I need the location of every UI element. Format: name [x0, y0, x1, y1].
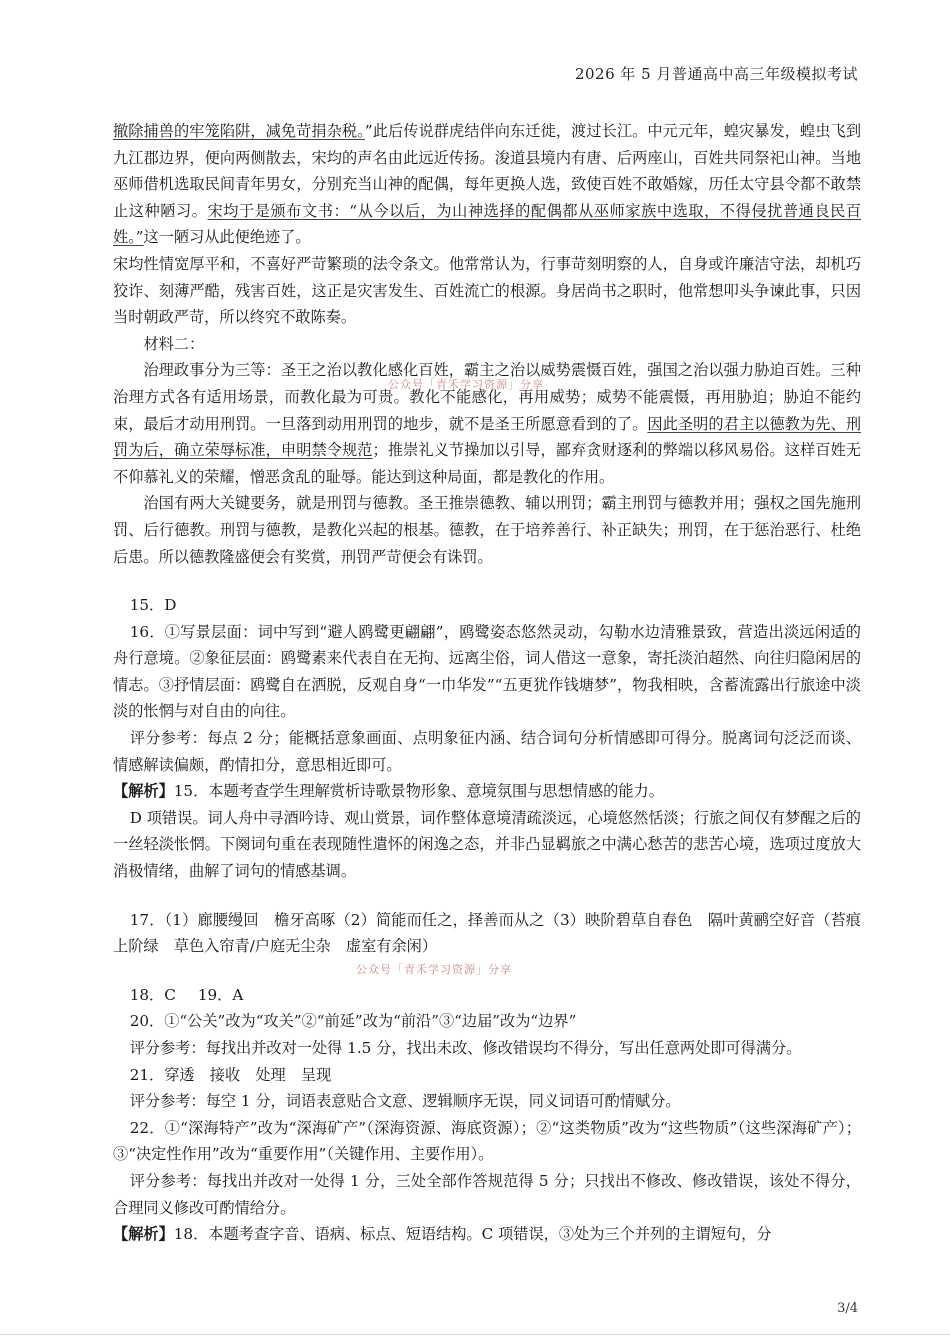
watermark-2: 公众号「青禾学习资源」分享 — [356, 963, 512, 976]
answer-20: 20．①“公关”改为“攻关”②“前延”改为“前沿”③“边届”改为“边界” — [129, 1012, 577, 1031]
answer-18-analysis: 【解析】18．本题考查字音、语病、标点、短语结构。C 项错误，③处为三个并列的主谓短句，分 — [113, 1225, 772, 1244]
answer-18: 18．C — [129, 985, 176, 1004]
answer-16-scoring: 评分参考：每点 2 分；能概括意象画面、点明象征内涵、结合词句分析情感即可得分。脱离词句泛泛而谈、情感解读偏颇，酌情扣分，意思相近即可。 — [113, 729, 861, 774]
material1-paragraph-2: 宋均性情宽厚平和，不喜好严苛繁琐的法令条文。他常常认为，行事苛刻明察的人，自身或许廉洁守法，却机巧狡诈、刻薄严酷，残害百姓，这正是灾害发生、百姓流亡的根源。身居尚书之职时，他常想叩头争谏此事，只因当时朝政严苛，所以终究不敢陈奏。 — [113, 254, 861, 327]
page-number: 3/4 — [837, 1301, 858, 1316]
answer-15-analysis-detail: D 项错误。词人舟中寻酒吟诗、观山赏景，词作整体意境清疏淡远，心境悠然恬淡；行旅之间仅有梦醒之后的一丝轻淡怅惘。下阕词句重在表现随性遣怀的闲逸之态，并非凸显羁旅之中满心愁苦的悲苦心境，选项过度放大消极情绪，曲解了词句的情感基调。 — [113, 808, 861, 881]
answer-20-scoring: 评分参考：每找出并改对一处得 1.5 分，找出未改、修改错误均不得分，写出任意两处即可得满分。 — [129, 1039, 802, 1057]
underlined-sentence-2: 宋均于是颁布文书：“从今以后，为山神选择的配偶都从巫师家族中选取，不得侵扰普通良民百姓。” — [113, 201, 862, 247]
answer-17: 17．（1）廊腰缦回 檐牙高啄（2）简能而任之，择善而从之（3）映阶碧草自春色 隔叶黄鹂空好音（苔痕上阶绿 草色入帘青/户庭无尘杂 虚室有余闲） — [113, 910, 861, 956]
watermark-1: 公众号「青禾学习资源」分享 — [388, 378, 544, 391]
answer-19: 19．A — [197, 985, 244, 1004]
answers-18-19 — [113, 982, 861, 1009]
answer-22: 22．①“深海特产”改为“深海矿产”（深海资源、海底资源）；②“这类物质”改为“这些物质”（这些深海矿产）；③“决定性作用”改为“重要作用”（关键作用、主要作用）。 — [113, 1118, 861, 1164]
material2-heading: 材料二： — [143, 334, 205, 353]
answer-22-scoring: 评分参考：每找出并改对一处得 1 分，三处全部作答规范得 5 分；只找出不修改、修改错误，该处不得分，合理同义修改可酌情给分。 — [113, 1171, 861, 1217]
answer-21: 21．穿透 接收 处理 呈现 — [129, 1065, 332, 1084]
material1-paragraph-1: 撤除捕兽的牢笼陷阱，减免苛捐杂税。”此后传说群虎结伴向东迁徙，渡过长江。中元元年，蝗灾暴发，蝗虫飞到九江郡边界，便向两侧散去，宋均的声名由此远近传扬。浚道县境内有唐、后两座山，百姓共同祭祀山神。当地巫师借机选取民间青年男女，分别充当山神的配偶，每年更换人选，致使百姓不敢婚嫁，历任太守县令都不敢禁止这种陋习。宋均于是颁布文书：“从今以后，为山神选择的配偶都从巫师家族中选取，不得侵扰普通良民百姓。”这一陋习从此便绝迹了。 — [113, 122, 862, 247]
answer-21-scoring: 评分参考：每空 1 分，词语表意贴合文意、逻辑顺序无误，同义词语可酌情赋分。 — [129, 1092, 681, 1111]
underlined-sentence-3: 因此圣明的君主以德教为先、刑罚为后，确立荣辱标准，申明禁令规范 — [113, 414, 862, 460]
document-body — [113, 118, 861, 1248]
underlined-sentence-1: 撤除捕兽的牢笼陷阱，减免苛捐杂税。 — [113, 122, 365, 140]
material2-paragraph-1: 治理政事分为三等：圣王之治以教化感化百姓，霸主之治以威势震慑百姓，强国之治以强力胁迫百姓。三种治理方式各有适用场景，而教化最为可贵。教化不能感化，再用威势；威势不能震慑，再用胁迫；胁迫不能约束，最后才动用刑罚。一旦落到动用刑罚的地步，就不是圣王所愿意看到的了。因此圣明的君主以德教为先、刑罚为后，确立荣辱标准，申明禁令规范；推崇礼义节操加以引导，鄙弃贪财逐利的弊端以移风易俗。这样百姓无不仰慕礼义的荣耀，憎恶贪乱的耻辱。能达到这种局面，都是教化的作用。 — [113, 361, 862, 486]
exam-header: 2026 年 5 月普通高中高三年级模拟考试 — [574, 65, 858, 83]
page-divider — [0, 1334, 950, 1335]
material2-paragraph-2: 治国有两大关键要务，就是刑罚与德教。圣王推崇德教、辅以刑罚；霸主刑罚与德教并用；强权之国先施刑罚、后行德教。刑罚与德教，是教化兴起的根基。德教，在于培养善行、补正缺失；刑罚，在于惩治恶行、杜绝后患。所以德教隆盛便会有奖赏，刑罚严苛便会有诛罚。 — [113, 494, 861, 566]
answer-16: 16．①写景层面：词中写到“避人鸥鹭更翩翩”，鸥鹭姿态悠然灵动，勾勒水边清雅景致，营造出淡远闲适的舟行意境。②象征层面：鸥鹭素来代表自在无拘、远离尘俗，词人借这一意象，寄托淡泊超然、向往归隐闲居的情志。③抒情层面：鸥鹭自在洒脱，反观自身“一巾华发”“五更犹作钱塘梦”，物我相映，含蓄流露出行旅途中淡淡的怅惘与对自由的向往。 — [113, 622, 861, 721]
answer-15: 15．D — [129, 596, 177, 615]
answer-15-analysis: 【解析】15．本题考查学生理解赏析诗歌景物形象、意境氛围与思想情感的能力。 — [113, 782, 664, 801]
